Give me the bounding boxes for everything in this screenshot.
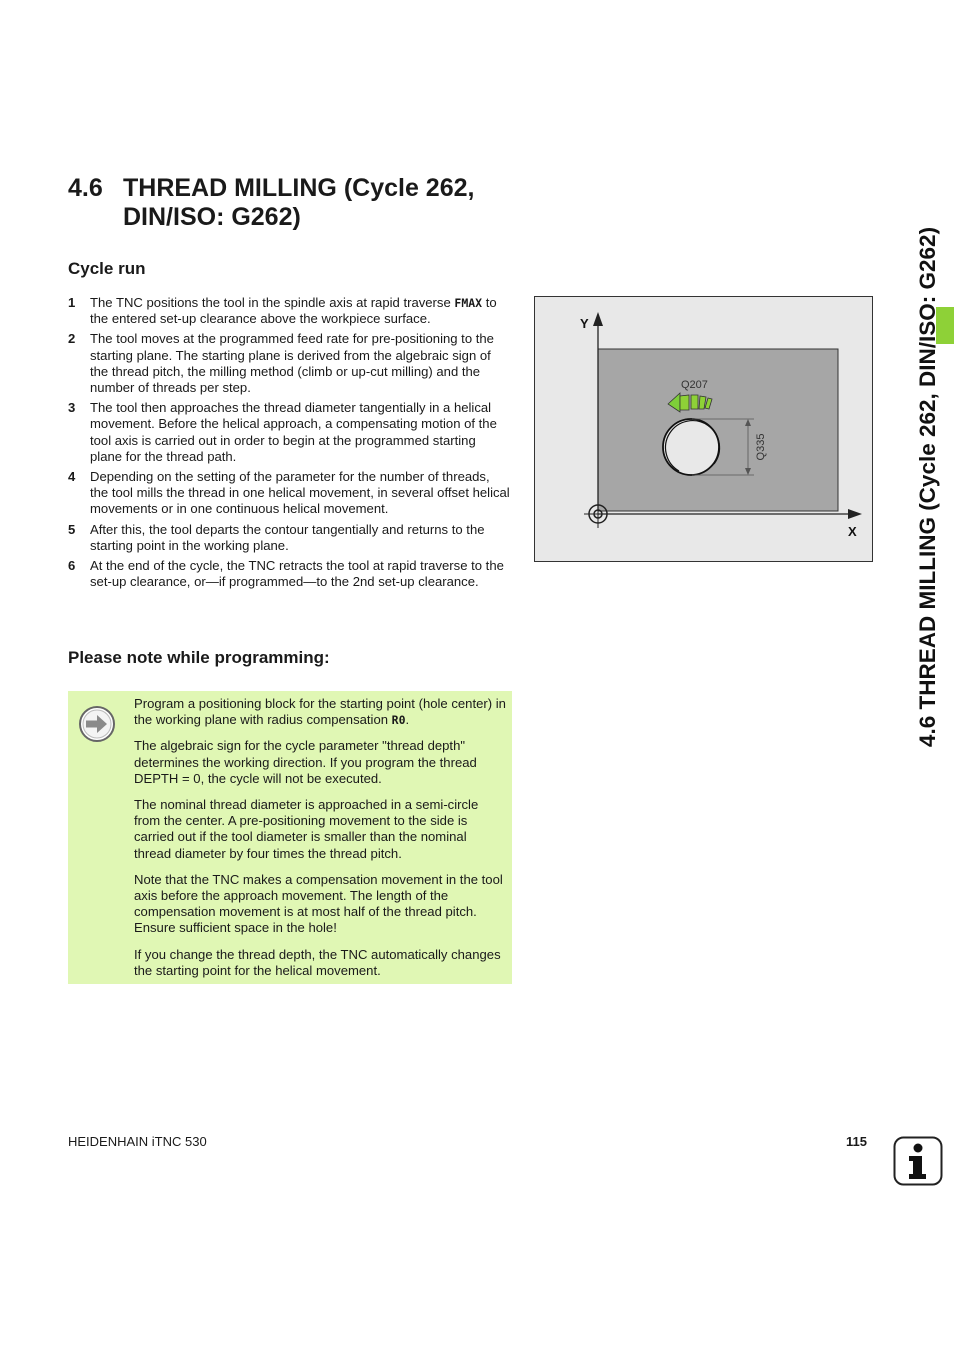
note-paragraph: The nominal thread diameter is approached in a semi-circle from the center. A pre-positioning movement to the side is carried out if the tool diameter is smaller than the nominal thread diameter by four times the thread pitch. [134, 797, 479, 861]
note-code: R0 [391, 713, 406, 728]
note-paragraph: The algebraic sign for the cycle parameter "thread depth" determines the working direction. If you program the thread DEPTH = 0, the cycle will not be executed. [134, 738, 477, 786]
step-text: At the end of the cycle, the TNC retracts the tool at rapid traverse to the set-up clearance, or—if programmed—to the 2nd set-up clearance. [90, 558, 504, 590]
note-paragraph: Note that the TNC makes a compensation movement in the tool axis before the approach movement. The length of the compensation movement is at most half of the thread pitch. Ensure sufficient space in the hole! [134, 871, 503, 936]
note-paragraph: Program a positioning block for the starting point (hole center) in the working plane with radius compensation R0. [134, 696, 506, 728]
section-title [68, 174, 538, 232]
step-number: 6 [68, 558, 76, 574]
q207-label: Q207 [681, 379, 708, 391]
cycle-run-heading: Cycle run [68, 259, 146, 278]
step-number: 1 [68, 295, 76, 310]
step-item [68, 558, 510, 590]
step-text: The tool moves at the programmed feed rate for pre-positioning to the starting plane. The starting plane is derived from the algebraic sign of the thread pitch, the milling method (climb or up-cut milling) and the number of threads per step. [90, 331, 494, 396]
x-axis-label: X [848, 524, 857, 539]
q335-label: Q335 [755, 433, 767, 461]
note-paragraph: If you change the thread depth, the TNC automatically changes the starting point for the helical movement. [134, 946, 501, 978]
step-text: to the entered set-up clearance above the workpiece surface. [90, 295, 497, 327]
workpiece-rect [598, 349, 838, 511]
section-number: 4.6 [68, 174, 103, 202]
step-text: The TNC positions the tool in the spindle axis at rapid traverse [90, 295, 455, 310]
step-text: The tool then approaches the thread diameter tangentially in a helical movement. Before the helical approach, a compensating motion of the tool axis is carried out in order to begin at the programmed starting plane for the thread path. [90, 400, 497, 464]
page-number: 115 [846, 1134, 867, 1149]
step-item [68, 469, 510, 518]
step-number: 4 [68, 469, 76, 485]
section-title-line1: THREAD MILLING (Cycle 262, [123, 174, 475, 202]
notes-heading: Please note while programming: [68, 648, 330, 667]
step-text: Depending on the setting of the parameter for the number of threads, the tool mills the thread in one helical movement, in several offset helical movements or in one continuous helical movement. [90, 469, 510, 517]
step-code: FMAX [454, 296, 483, 310]
step-item [68, 522, 510, 554]
side-running-title-text: 4.6 THREAD MILLING (Cycle 262, DIN/ISO: G262) [915, 226, 940, 748]
notes-text [134, 696, 506, 989]
cycle-run-steps [68, 295, 510, 594]
step-number: 3 [68, 400, 76, 416]
programming-notes-box [68, 691, 512, 984]
thread-milling-figure [534, 296, 873, 562]
step-item [68, 331, 510, 396]
step-number: 2 [68, 331, 76, 347]
section-title-line2: DIN/ISO: G262) [123, 203, 301, 231]
y-axis-label: Y [580, 316, 589, 331]
arrow-right-icon [78, 705, 116, 743]
step-item [68, 295, 510, 327]
step-text: After this, the tool departs the contour tangentially and returns to the starting point in the working plane. [90, 521, 485, 553]
step-item [68, 400, 510, 465]
info-icon [893, 1136, 943, 1186]
step-number: 5 [68, 521, 76, 537]
footer-product: HEIDENHAIN iTNC 530 [68, 1134, 207, 1149]
